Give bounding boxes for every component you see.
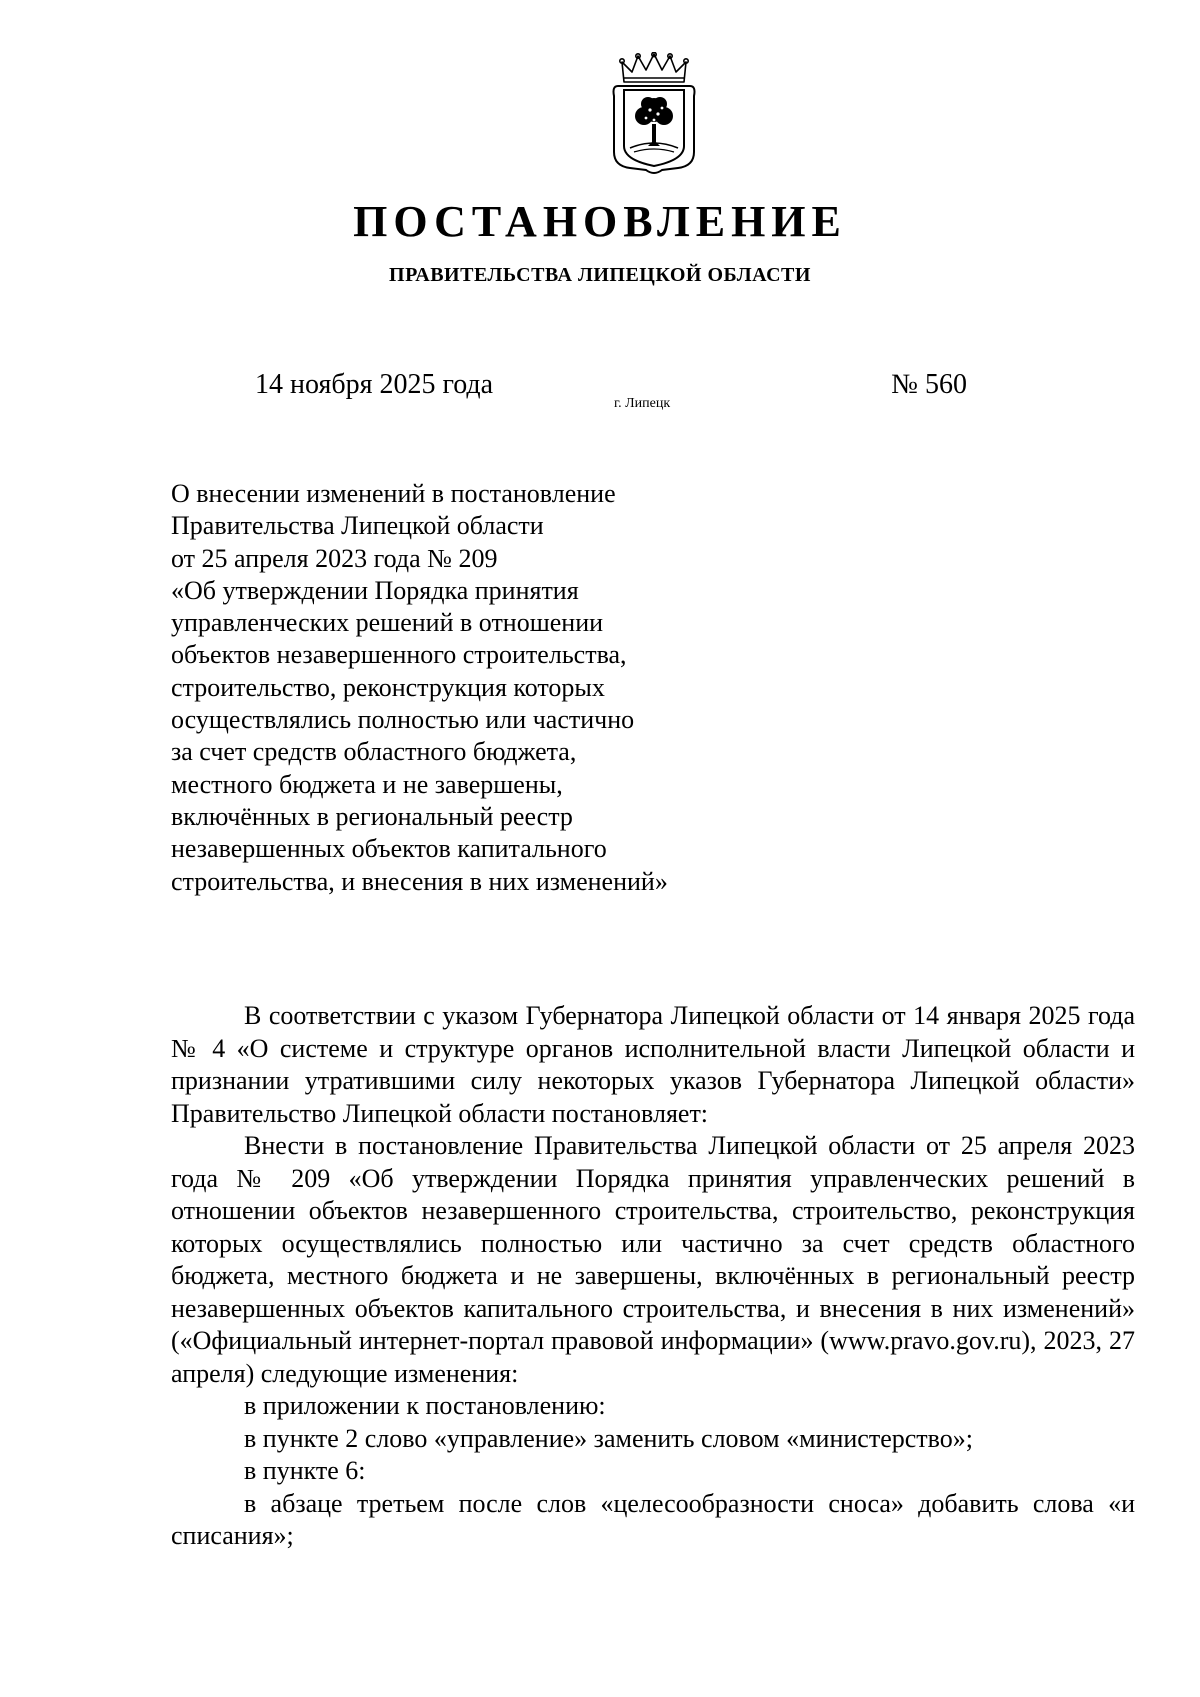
body-paragraph: в пункте 2 слово «управление» заменить словом «министерство»;: [244, 1423, 973, 1453]
subject-line: за счет средств областного бюджета,: [171, 737, 577, 767]
document-subject: [171, 478, 771, 898]
subject-line: строительства, и внесения в них изменений»: [171, 866, 668, 896]
body-paragraph: в абзаце третьем после слов «целесообразности сноса» добавить слова «и списания»;: [171, 1488, 1135, 1550]
coat-of-arms-emblem: [610, 52, 698, 177]
body-paragraph: в приложении к постановлению:: [244, 1391, 606, 1420]
subject-line: от 25 апреля 2023 года № 209: [171, 543, 498, 573]
subject-line: «Об утверждении Порядка принятия: [171, 575, 579, 605]
document-number: № 560: [891, 369, 967, 400]
body-paragraph: в пункте 6:: [244, 1456, 366, 1485]
document-subtitle: ПРАВИТЕЛЬСТВА ЛИПЕЦКОЙ ОБЛАСТИ: [389, 264, 811, 286]
document-body: [171, 1000, 1135, 1553]
subject-line: управленческих решений в отношении: [171, 608, 604, 638]
subject-line: включённых в региональный реестр: [171, 801, 573, 831]
body-paragraph: Внести в постановление Правительства Липецкой области от 25 апреля 2023 года № 209 «Об утверждении Порядка принятия управленческих решений в отношении объектов незавершенного строительства, строительство, реконструкция которых осуществлялись полностью или частично за счет средств областного бюджета, местного бюджета и не завершены, включённых в региональный реестр незавершенных объектов капитального строительства, и внесения в них изменений» («Официальный интернет-портал правовой информации» (www.pravo.gov.ru), 2023, 27 апреля) следующие изменения:: [171, 1131, 1135, 1388]
document-title: ПОСТАНОВЛЕНИЕ: [353, 197, 847, 246]
subject-line: незавершенных объектов капитального: [171, 834, 607, 864]
subject-line: осуществлялись полностью или частично: [171, 705, 635, 735]
subject-line: Правительства Липецкой области: [171, 511, 544, 541]
subject-line: местного бюджета и не завершены,: [171, 769, 563, 799]
document-city: г. Липецк: [614, 396, 671, 411]
subject-line: О внесении изменений в постановление: [171, 479, 616, 508]
body-paragraph: В соответствии с указом Губернатора Липецкой области от 14 января 2025 года № 4 «О системе и структуре органов исполнительной власти Липецкой области и признании утратившими силу некоторых указов Губернатора Липецкой области» Правительство Липецкой области постановляет:: [171, 1001, 1135, 1128]
document-date: 14 ноября 2025 года: [255, 369, 494, 400]
subject-line: строительство, реконструкция которых: [171, 672, 605, 702]
subject-line: объектов незавершенного строительства,: [171, 640, 627, 670]
